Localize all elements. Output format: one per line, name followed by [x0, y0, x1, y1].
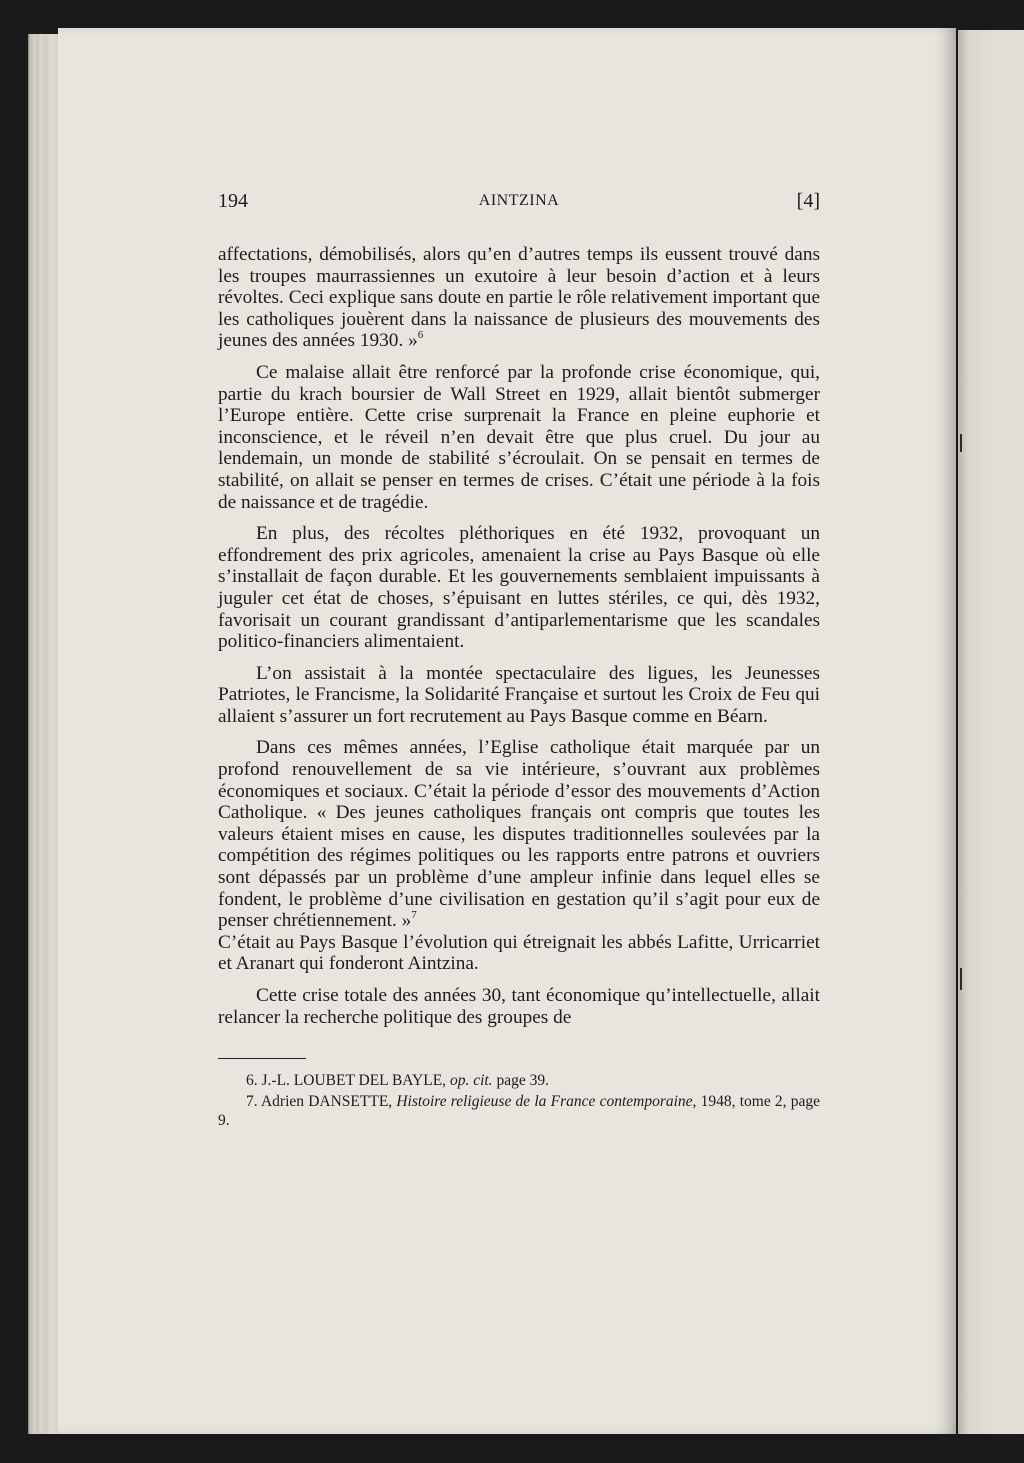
facing-page-mark [960, 434, 962, 452]
paragraph: Dans ces mêmes années, l’Eglise catholique était marquée par un profond renouvellement de sa vie intérieure, s’ouvrant aux problèmes économiques et sociaux. C’était la période d’essor des mouvements d’Action Catholique. « Des jeunes catholiques français ont compris que toutes les valeurs étaient mises en cause, les disputes traditionnelles soulevées par la compétition des régimes politiques ou les rapports entre patrons et ouvriers sont dépassés par un problème d’une ampleur infinie dans lequel elles se fondent, le problème d’une civilisation en gestation qu’il s’agit pour eux de penser chrétiennement. »$^7$ [218, 737, 820, 932]
footnote: 7. Adrien DANSETTE, Histoire religieuse de la France contemporaine, 1948, tome 2, page 9. [218, 1093, 820, 1130]
paragraph: En plus, des récoltes pléthoriques en été 1932, provoquant un effondrement des prix agricoles, amenaient la crise au Pays Basque où elle s’installait de façon durable. Et les gouvernements semblaient impuissants à juguler cet état de choses, s’épuisant en luttes stériles, ce qui, dès 1932, favorisait un courant grandissant d’antiparlementarisme que les scandales politico-financiers alimentaient. [218, 523, 820, 653]
facing-page-mark [960, 968, 962, 990]
footnote-ref: 7 [411, 909, 417, 922]
facing-page-edge [958, 30, 1024, 1434]
running-title: AINTZINA [478, 192, 560, 209]
paragraph: affectations, démobilisés, alors qu’en d’autres temps ils eussent trouvé dans les troupes maurrassiennes un exutoire à leur besoin d’action et à leurs révoltes. Ceci explique sans doute en partie le rôle relativement important que les catholiques jouèrent dans la naissance de plusieurs des mouvements des jeunes des années 1930. »$^6$ [218, 244, 820, 352]
footnote-divider [218, 1058, 306, 1059]
paragraph: C’était au Pays Basque l’évolution qui étreignait les abbés Lafitte, Urricarriet et Aranart qui fonderont Aintzina. [218, 931, 820, 975]
footnote: 6. J.-L. LOUBET DEL BAYLE, op. cit. page 39. [246, 1072, 549, 1090]
paragraph: Cette crise totale des années 30, tant économique qu’intellectuelle, allait relancer la recherche politique des groupes de [218, 985, 820, 1028]
running-header [218, 190, 820, 220]
page-content [218, 190, 820, 1132]
body-text [218, 244, 820, 1028]
page-number: 194 [218, 190, 248, 212]
footnote-ref: 6 [417, 329, 424, 342]
paragraph: Ce malaise allait être renforcé par la profonde crise économique, qui, partie du krach boursier de Wall Street en 1929, allait bientôt submerger l’Europe entière. Cette crise surprenait la France en pleine euphorie et inconscience, et le réveil n’en devait être que plus cruel. Du jour au lendemain, un monde de stabilité s’écroulait. On se pensait en termes de stabilité, on allait se penser en termes de crises. C’était une période à la fois de naissance et de tragédie. [218, 361, 820, 513]
paragraph: L’on assistait à la montée spectaculaire des ligues, les Jeunesses Patriotes, le Francisme, la Solidarité Française et surtout les Croix de Feu qui allaient s’assurer un fort recrutement au Pays Basque comme en Béarn. [218, 662, 820, 727]
footnotes [218, 1071, 820, 1130]
section-reference: [4] [796, 190, 820, 212]
